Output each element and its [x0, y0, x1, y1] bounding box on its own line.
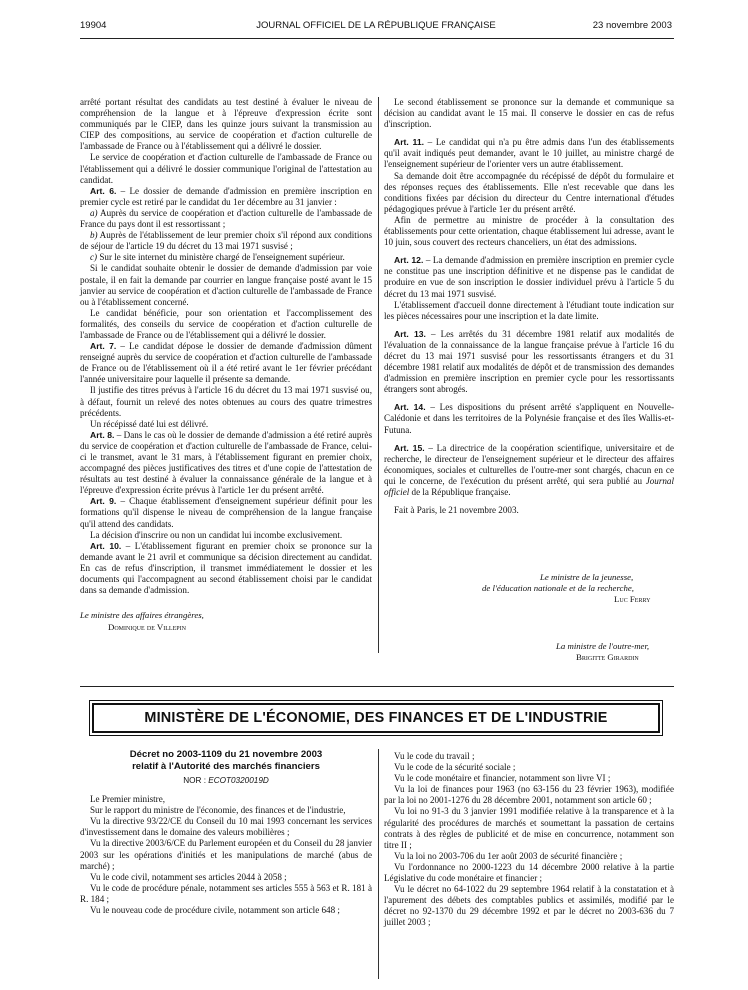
item-label: b) [90, 230, 98, 241]
visa: Vu le décret no 64-1022 du 29 septembre 1964 relatif à la constatation et à l'apurement des débets des comptables publics et assimilés, modifié par le décret no 92-1370 du 29 décembre 1992 et par le décret no 2003-636 du 7 juillet 2003 ; [384, 884, 674, 928]
article-label: Art. 8. [90, 429, 115, 440]
right-column [384, 97, 674, 516]
article-10 [80, 541, 372, 596]
article-text: – Dans le cas où le dossier de demande d'admission a été retiré auprès du service de coopération et d'action culturelle de l'ambassade de France, celui-ci le transmet, avant le 31 mars, à l'établissement figurant en premier choix, accompagné des pièces justificatives des titres et d'une copie de l'attestation de résultats au test destiné à évaluer la connaissance générale de la langue et à l'épreuve d'expression écrite prévus à l'article 1er du présent arrêté. [80, 429, 372, 496]
nor-code: ECOT0320019D [208, 776, 269, 785]
article-12 [384, 255, 674, 299]
signature-jeunesse-line2 [482, 583, 634, 594]
article-label: Art. 15. [394, 442, 425, 453]
section-rule [80, 686, 674, 687]
item-label: c) [90, 252, 98, 263]
decree-nor [80, 775, 372, 786]
paragraph: Le candidat bénéficie, pour son orientation et l'accomplissement des formalités, des conseils du service de coopération et d'action culturelle de l'ambassade de France ou de l'établissement qui a délivré le dossier. [80, 307, 372, 340]
item-a [80, 208, 372, 230]
visa: Vu la loi de finances pour 1963 (no 63-156 du 23 février 1963), modifiée par la loi no 2001-1276 du 28 décembre 2001, notamment son article 60 ; [384, 784, 674, 806]
signature-jeunesse-name [614, 594, 650, 605]
decree-rapport: Sur le rapport du ministre de l'économie, des finances et de l'industrie, [90, 805, 346, 816]
item-label: a) [90, 207, 98, 218]
paragraph: La décision d'inscrire ou non un candidat lui incombe exclusivement. [90, 529, 343, 540]
article-text: – Les dispositions du présent arrêté s'appliquent en Nouvelle-Calédonie et dans les territoires de la Polynésie française et des îles Wallis-et-Futuna. [384, 402, 674, 435]
item-text: Auprès de l'établissement de leur premier choix s'il répond aux conditions de séjour de l'article 19 du décret du 13 mai 1971 susvisé ; [80, 230, 372, 252]
column-divider [378, 749, 379, 979]
decree-left-column [80, 749, 372, 916]
paragraph: arrêté portant résultat des candidats au test destiné à évaluer le niveau de compréhension de la langue et à l'épreuve d'expression écrite sont communiqués par le CIEP, dans les quinze jours suivant la transmission au CIEP des compositions, au service de coopération et d'action culturelle de l'ambassade de France ou à l'établissement qui a délivré le dossier. [80, 97, 372, 152]
article-text: – L'établissement figurant en premier choix se prononce sur la demande avant le 21 avril et communique sa décision directement au candidat. En cas de refus d'inscription, il transmet immédiatement le dossier et les documents qui l'accompagnent au second établissement choisi par le candidat dans sa demande d'admission. [80, 540, 372, 596]
decree-title-line1: Décret no 2003-1109 du 21 novembre 2003 [129, 749, 323, 760]
fait-a-paris: Fait à Paris, le 21 novembre 2003. [394, 505, 519, 516]
signature-jeunesse-line1 [540, 572, 633, 583]
article-13 [384, 329, 674, 396]
paragraph: Le service de coopération et d'action culturelle de l'ambassade de France ou l'établissement qui a délivré le dossier communique l'original de l'attestation au candidat. [80, 152, 372, 185]
page-number: 19904 [80, 20, 107, 31]
signatory-name: Dominique de Villepin [108, 622, 186, 632]
item-text: Sur le site internet du ministère chargé de l'enseignement supérieur. [97, 252, 345, 263]
article-text: – La directrice de la coopération scientifique, universitaire et de recherche, le directeur de l'enseignement supérieur et le directeur des affaires économiques, sociales et culturelles de l'outre-mer sont chargés, chacun en ce qui le concerne, de l'exécution du présent arrêté, qui sera publié au [384, 442, 674, 486]
visa: Vu le code de procédure pénale, notamment ses articles 555 à 563 et R. 181 à R. 184 ; [80, 882, 372, 904]
paragraph: Un récépissé daté lui est délivré. [90, 418, 209, 429]
article-label: Art. 13. [394, 328, 426, 339]
article-label: Art. 11. [394, 137, 425, 148]
article-label: Art. 7. [90, 341, 117, 352]
signature-title: de l'éducation nationale et de la recherche, [482, 583, 634, 593]
item-text: Auprès du service de coopération et d'action culturelle de l'ambassade de France du pays dont il est ressortissant ; [80, 207, 372, 230]
article-label: Art. 6. [90, 185, 117, 196]
article-7 [80, 341, 372, 385]
paragraph: Il justifie des titres prévus à l'article 16 du décret du 13 mai 1971 susvisé ou, à défaut, fournit un relevé des notes obtenues au cours des quatre trimestres précédents. [80, 385, 372, 418]
visa: Vu loi no 91-3 du 3 janvier 1991 modifiée relative à la transparence et à la régularité des procédures de marchés et soumettant la passation de certains contrats à des règles de publicité et de mise en concurrence, notamment son titre II ; [384, 806, 674, 850]
decree-intro: Le Premier ministre, [90, 794, 166, 805]
article-text-end: de la République française. [409, 487, 511, 497]
article-label: Art. 14. [394, 402, 426, 413]
journal-title: JOURNAL OFFICIEL DE LA RÉPUBLIQUE FRANÇAISE [256, 20, 496, 31]
visa: Vu l'ordonnance no 2000-1223 du 14 décembre 2000 relative à la partie Législative du code monétaire et financier ; [384, 861, 674, 884]
signatory-name: Luc Ferry [614, 594, 651, 604]
decree-title-line2: relatif à l'Autorité des marchés financiers [132, 760, 320, 772]
signature-affaires-title [80, 610, 204, 621]
item-b [80, 230, 372, 252]
visa: Vu la directive 2003/6/CE du Parlement européen et du Conseil du 28 janvier 2003 sur les opérations d'initiés et les manipulations de marché (abus de marché) ; [80, 838, 372, 871]
decree-right-column [384, 751, 674, 929]
article-label: Art. 10. [90, 540, 122, 551]
visa: Vu la loi no 2003-706 du 1er août 2003 de sécurité financière ; [394, 850, 623, 861]
nor-label: NOR : [183, 776, 209, 785]
signature-outremer-title [556, 641, 649, 652]
article-text: – Chaque établissement d'enseignement supérieur définit pour les formations qu'il dispense le niveau de compréhension de la langue française qu'il attend des candidats. [80, 496, 372, 529]
signature-title: La ministre de l'outre-mer, [556, 641, 650, 651]
article-text: – Le dossier de demande d'admission en première inscription en premier cycle est retiré par le candidat du 1er décembre au 31 janvier : [80, 185, 372, 207]
visa: Vu le code monétaire et financier, notamment son livre VI ; [394, 773, 611, 784]
header-rule [80, 38, 674, 39]
decree-title [80, 749, 372, 772]
article-text: – La demande d'admission en première inscription en premier cycle ne constitue pas une inscription définitive et ne dispense pas le candidat de produire en vue de son inscription le dossier individuel prévu à l'article 5 du décret du 13 mai 1971 susvisé. [384, 255, 674, 299]
paragraph: Sa demande doit être accompagnée du récépissé de dépôt du formulaire et des réponses reçues des établissements. Elle n'est recevable que dans les conditions fixées par décision du directeur du Centre international d'études pédagogiques prévue à l'article 1er du présent arrêté. [384, 170, 674, 214]
publication-date: 23 novembre 2003 [592, 20, 672, 31]
article-14 [384, 402, 674, 435]
visa: Vu le nouveau code de procédure civile, notamment son article 648 ; [90, 905, 340, 916]
article-9 [80, 496, 372, 529]
visa: Vu le code du travail ; [394, 751, 475, 761]
visa: Vu le code de la sécurité sociale ; [394, 762, 516, 773]
article-text: – Le candidat qui n'a pu être admis dans l'un des établissements qu'il avait indiqués peut demander, avant le 10 juillet, au ministre chargé de l'enseignement supérieur de l'orienter vers un autre établissement. [384, 137, 674, 170]
journal-officiel-title: Journal officiel [384, 475, 674, 497]
paragraph: Si le candidat souhaite obtenir le dossier de demande d'admission par voie postale, il en fait la demande par courrier en langue française posté avant le 15 janvier au service de coopération et d'action culturelle de l'ambassade de France ou à l'établissement concerné. [80, 263, 372, 307]
ministry-banner: MINISTÈRE DE L'ÉCONOMIE, DES FINANCES ET DE L'INDUSTRIE [92, 703, 660, 733]
article-text: – Le candidat dépose le dossier de demande d'admission dûment renseigné auprès du service de coopération et d'action culturelle de l'ambassade de France ou de l'établissement où il a été retiré avant le 1er février précédant l'année universitaire pour laquelle il présente sa demande. [80, 341, 372, 385]
paragraph: L'établissement d'accueil donne directement à l'étudiant toute indication sur les pièces nécessaires pour une inscription et la date limite. [384, 299, 674, 321]
visa: Vu la directive 93/22/CE du Conseil du 10 mai 1993 concernant les services d'investissement dans le domaine des valeurs mobilières ; [80, 816, 372, 838]
paragraph: Afin de permettre au ministre de procéder à la consultation des établissements pour cette orientation, chaque établissement lui adresse, avant le 10 juin, sous couvert des recteurs chanceliers, un état des admissions. [384, 214, 674, 248]
article-label: Art. 9. [90, 496, 117, 507]
signature-title: Le ministre des affaires étrangères, [80, 610, 204, 620]
article-text: – Les arrêtés du 31 décembre 1981 relatif aux modalités de l'évaluation de la connaissance de la langue française prévue à l'article 16 du décret du 13 mai 1971 susvisé pour les ressortissants étrangers et du 31 décembre 1981 relatif aux modalités de dépôt et de transmission des demandes d'admission en première inscription en premier cycle pour les ressortissants étrangers sont abrogés. [384, 328, 674, 395]
signature-title: Le ministre de la jeunesse, [540, 572, 634, 582]
paragraph: Le second établissement se prononce sur la demande et communique sa décision au candidat avant le 15 mai. Il conserve le dossier en cas de refus d'inscription. [384, 97, 674, 130]
article-8 [80, 430, 372, 497]
article-label: Art. 12. [394, 255, 424, 266]
visa: Vu le code civil, notamment ses articles 2044 à 2058 ; [90, 871, 287, 882]
signature-affaires-name [108, 622, 186, 633]
item-c [80, 252, 372, 263]
article-6 [80, 186, 372, 208]
signature-outremer-name [576, 652, 639, 663]
left-column [80, 97, 372, 596]
column-divider [378, 97, 379, 653]
signatory-name: Brigitte Girardin [576, 652, 639, 662]
page-header [80, 20, 672, 34]
article-11 [384, 137, 674, 170]
article-15 [384, 443, 674, 498]
